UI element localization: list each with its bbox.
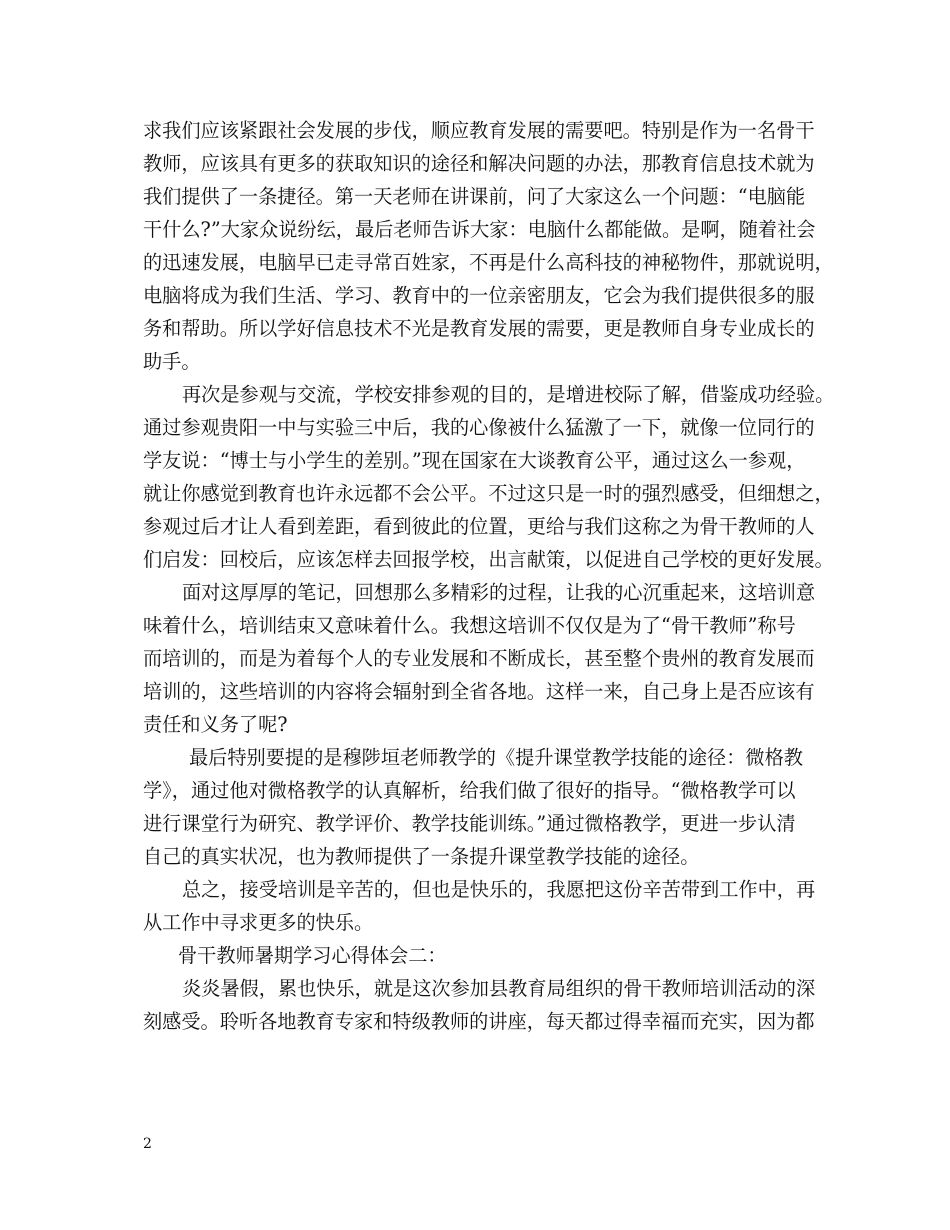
text-line: 培训的，这些培训的内容将会辐射到全省各地。这样一来，自己身上是否应该有: [143, 680, 815, 703]
text-line: 我们提供了一条捷径。第一天老师在讲课前，问了大家这么一个问题：“电脑能: [143, 185, 806, 208]
paragraph-start-line: 面对这厚厚的笔记，回想那么多精彩的过程，让我的心沉重起来，这培训意: [182, 581, 816, 604]
text-line: 们启发：回校后，应该怎样去回报学校，出言献策，以促进自己学校的更好发展。: [143, 548, 834, 571]
text-line: 干什么?”大家众说纷纭，最后老师告诉大家：电脑什么都能做。是啊，随着社会: [143, 218, 816, 241]
text-line: 电脑将成为我们生活、学习、教育中的一位亲密朋友，它会为我们提供很多的服: [143, 284, 815, 307]
paragraph-start-line: 炎炎暑假，累也快乐，就是这次参加县教育局组织的骨干教师培训活动的深: [182, 977, 816, 1000]
paragraph-start-line: 总之，接受培训是辛苦的，但也是快乐的，我愿把这份辛苦带到工作中，再: [182, 878, 816, 901]
text-line: 学友说：“博士与小学生的差别。”现在国家在大谈教育公平，通过这么一参观，: [143, 449, 806, 472]
text-line: 就让你感觉到教育也许永远都不会公平。不过这只是一时的强烈感受，但细想之，: [143, 482, 834, 505]
text-line: 助手。: [143, 350, 201, 373]
text-line: 而培训的，而是为着每个人的专业发展和不断成长，甚至整个贵州的教育发展而: [143, 647, 815, 670]
text-line: 求我们应该紧跟社会发展的步伐，顺应教育发展的需要吧。特别是作为一名骨干: [143, 119, 815, 142]
text-line: 参观过后才让人看到差距，看到彼此的位置，更给与我们这称之为骨干教师的人: [143, 515, 815, 538]
text-line: 通过参观贵阳一中与实验三中后，我的心像被什么猛激了一下，就像一位同行的: [143, 416, 815, 439]
paragraph-start-line: 最后特别要提的是穆陟垣老师教学的《提升课堂教学技能的途径：微格教: [189, 746, 803, 769]
text-line: 教师，应该具有更多的获取知识的途径和解决问题的办法，那教育信息技术就为: [143, 152, 815, 175]
text-line: 刻感受。聆听各地教育专家和特级教师的讲座，每天都过得幸福而充实，因为都: [143, 1010, 815, 1033]
section-heading-line: 骨干教师暑期学习心得体会二：: [178, 944, 447, 967]
text-line: 责任和义务了呢?: [143, 713, 288, 736]
text-line: 务和帮助。所以学好信息技术不光是教育发展的需要，更是教师自身专业成长的: [143, 317, 815, 340]
text-line: 的迅速发展，电脑早已走寻常百姓家，不再是什么高科技的神秘物件，那就说明，: [143, 251, 834, 274]
document-body: [143, 114, 835, 1038]
text-line: 自己的真实状况，也为教师提供了一条提升课堂教学技能的途径。: [143, 845, 700, 868]
text-line: 进行课堂行为研究、教学评价、教学技能训练。”通过微格教学，更进一步认清: [143, 812, 796, 835]
text-line: 从工作中寻求更多的快乐。: [143, 911, 374, 934]
text-line: 学》，通过他对微格教学的认真解析，给我们做了很好的指导。“微格教学可以: [143, 779, 796, 802]
paragraph-start-line: 再次是参观与交流，学校安排参观的目的，是增进校际了解，借鉴成功经验。: [182, 383, 835, 406]
text-line: 味着什么，培训结束又意味着什么。我想这培训不仅仅是为了“骨干教师”称号: [143, 614, 796, 637]
page-number: 2: [143, 1136, 152, 1152]
